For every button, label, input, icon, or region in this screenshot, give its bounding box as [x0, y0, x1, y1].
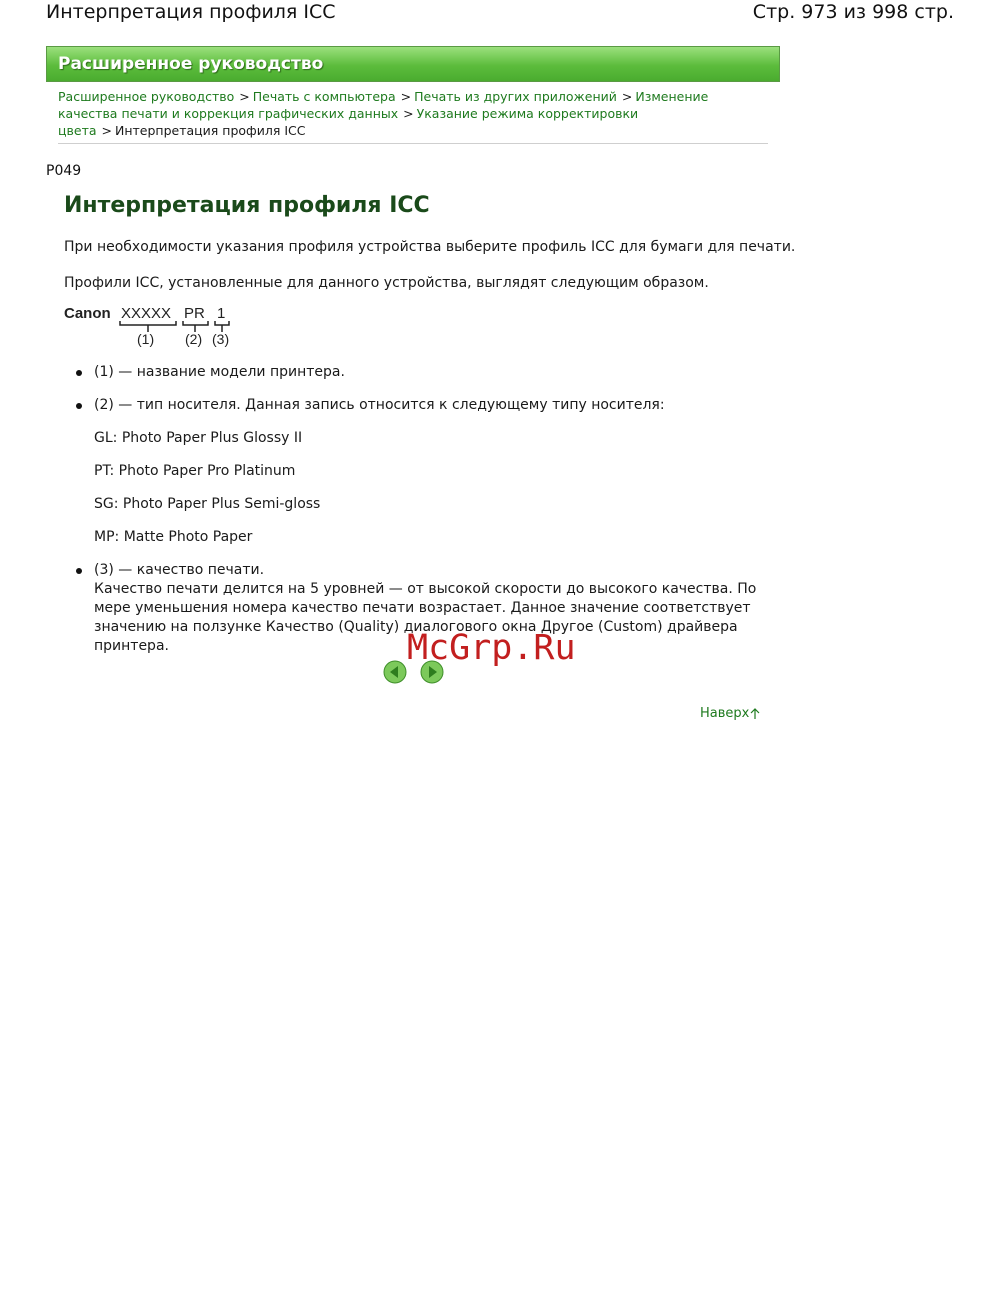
media-type-item: PT: Photo Paper Pro Platinum [94, 463, 296, 479]
diagram-part-2: PR [184, 305, 205, 322]
diagram-label-2: (2) [185, 331, 203, 347]
list-item [64, 397, 764, 417]
bullet-icon [76, 568, 82, 574]
list-item [64, 562, 764, 582]
breadcrumb-link-advanced-guide[interactable]: Расширенное руководство [58, 89, 235, 104]
bullet-text: (1) — название модели принтера. [94, 364, 345, 380]
diagram-part-1: XXXXX [121, 305, 172, 322]
list-item [64, 364, 764, 384]
page-number: Стр. 973 из 998 стр. [752, 1, 954, 23]
bullet-text: (2) — тип носителя. Данная запись относится к следующему типу носителя: [94, 397, 665, 413]
media-type-item: GL: Photo Paper Plus Glossy II [94, 430, 303, 446]
arrow-left-circle-icon[interactable] [383, 660, 407, 684]
back-to-top-link[interactable]: Наверх [700, 706, 750, 721]
diagram-label-3: (3) [212, 331, 230, 347]
page-header [0, 0, 1000, 30]
diagram-label-1: (1) [137, 331, 155, 347]
watermark: McGrp.Ru [407, 628, 576, 668]
section-banner [46, 46, 780, 82]
profiles-paragraph: Профили ICC, установленные для данного устройства, выглядят следующим образом. [64, 275, 709, 291]
breadcrumb-link-print-from-computer[interactable]: Печать с компьютера [252, 89, 396, 104]
breadcrumb-current: Интерпретация профиля ICC [115, 123, 306, 138]
breadcrumb [58, 88, 758, 139]
page-code: P049 [46, 163, 82, 179]
breadcrumb-link-quality-correction[interactable]: Изменение качества печати и коррекция графических данных [58, 89, 709, 121]
divider [58, 143, 768, 144]
breadcrumb-link-color-correction-mode[interactable]: Указание режима корректировки цвета [58, 106, 639, 138]
quality-description: Качество печати делится на 5 уровней — от высокой скорости до высокого качества. По мере уменьшения номера качество печати возрастает. Данное значение соответствует значению на ползунке Качество (Quality) диалогового окна Другое (Custom) драйвера принтера. [94, 581, 757, 654]
breadcrumb-separator: > [621, 89, 633, 104]
bullet-text: (3) — качество печати. [94, 562, 265, 578]
article-heading: Интерпретация профиля ICC [64, 193, 430, 218]
breadcrumb-separator: > [403, 106, 414, 121]
page-title: Интерпретация профиля ICC [46, 1, 336, 23]
breadcrumb-link-other-applications[interactable]: Печать из других приложений [414, 89, 617, 104]
breadcrumb-separator: > [239, 89, 250, 104]
diagram-brand: Canon [64, 305, 111, 322]
bullet-icon [76, 370, 82, 376]
media-type-item: MP: Matte Photo Paper [94, 529, 253, 545]
diagram-part-3: 1 [217, 305, 226, 322]
intro-paragraph: При необходимости указания профиля устройства выберите профиль ICC для бумаги для печати. [64, 239, 796, 255]
bullet-icon [76, 403, 82, 409]
icc-profile-name-diagram [64, 302, 244, 352]
media-type-item: SG: Photo Paper Plus Semi-gloss [94, 496, 321, 512]
breadcrumb-separator: > [400, 89, 412, 104]
breadcrumb-separator: > [101, 123, 112, 138]
banner-title: Расширенное руководство [58, 54, 324, 74]
arrow-up-icon[interactable] [750, 708, 760, 720]
